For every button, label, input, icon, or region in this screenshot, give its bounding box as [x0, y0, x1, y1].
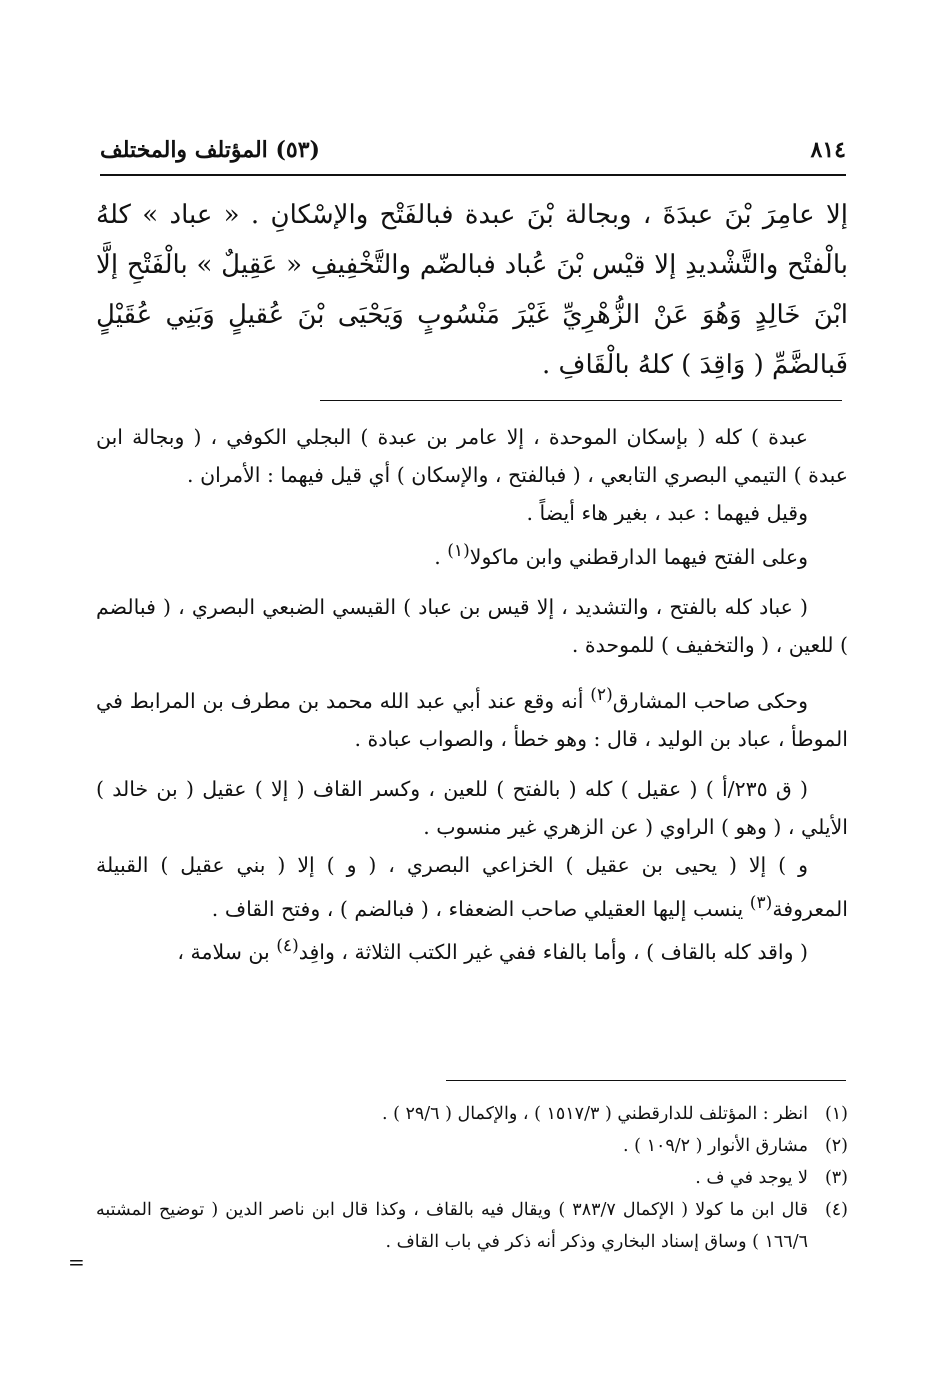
footnote-number: (٤) [824, 1200, 848, 1220]
commentary-paragraph [96, 846, 848, 928]
footnote-divider [446, 1080, 846, 1081]
page-header [100, 130, 846, 170]
commentary-paragraph: وقيل فيهما : عبد ، بغير هاء أيضاً . [526, 501, 808, 525]
footnote-text: لا يوجد في ف . [695, 1168, 808, 1188]
matn-divider [320, 400, 842, 401]
footnote [96, 1162, 848, 1194]
footnote [96, 1130, 848, 1162]
commentary-paragraph [96, 532, 848, 576]
footnote-number: (٣) [824, 1168, 848, 1188]
commentary-paragraph: عبدة ) كله ( بإسكان الموحدة ، إلا عامر بن عبدة ) البجلي الكوفي ، ( وبجالة ابن عبدة ) التيمي البصري التابعي ، ( فبالفتح ، والإسكان ) أي قيل فيهما : الأمران . [96, 425, 848, 487]
commentary-text: وعلى الفتح فيهما الدارقطني وابن ماكولا [469, 544, 808, 569]
commentary-paragraph [96, 676, 848, 758]
commentary-text: ( واقد كله بالقاف ) ، وأما بالفاء ففي غير الكتب الثلاثة ، وافِد [298, 940, 808, 965]
footnote-text: انظر : المؤتلف للدارقطني ( ١٥١٧/٣ ) ، والإكمال ( ٢٩/٦ ) . [381, 1104, 808, 1124]
commentary-text: و ) إلا ( يحيى بن عقيل ) الخزاعي البصري ، ( و ) إلا ( بني عقيل ) القبيلة المعروفة [96, 852, 848, 921]
footnote-ref: (٣) [749, 892, 773, 913]
footnote [96, 1194, 848, 1258]
commentary-text: أنه وقع عند أبي عبد الله محمد بن مطرف بن المرابط في الموطأ ، عباد بن الوليد ، قال : وهو خطأ ، والصواب عبادة . [96, 688, 848, 751]
commentary-text: . [434, 544, 448, 569]
commentary-text: ينسب إليها العقيلي صاحب الضعفاء ، ( فبالضم ) ، وفتح القاف . [211, 896, 750, 921]
footnote [96, 1098, 848, 1130]
commentary-paragraph: ( ق ٢٣٥/أ ) ( عقيل ) كله ( بالفتح ) للعين ، وكسر القاف ( إلا ) عقيل ( بن خالد ) الأيلي ، ( وهو ) الراوي ( عن الزهري غير منسوب . [96, 776, 848, 839]
commentary-text: وحكى صاحب المشارق [612, 688, 808, 713]
commentary [96, 418, 848, 971]
commentary-text: بن سلامة ، [177, 940, 277, 965]
footnote-ref: (٤) [276, 936, 299, 957]
page-number: ٨١٤ [810, 137, 846, 163]
chapter-title: (٥٣) المؤتلف والمختلف [100, 137, 320, 163]
footnotes [96, 1098, 848, 1258]
commentary-paragraph [96, 927, 848, 971]
footnote-number: (٢) [824, 1136, 848, 1156]
footnote-ref: (١) [447, 541, 470, 561]
footnote-text: مشارق الأنوار ( ١٠٩/٢ ) . [623, 1136, 808, 1156]
footnote-number: (١) [824, 1104, 848, 1124]
footnote-text: قال ابن ما كولا ( الإكمال ٣٨٣/٧ ) ويقال فيه بالقاف ، وكذا قال ابن ناصر الدين ( توضيح المشتبه ١٦٦/٦ ) وساق إسناد البخاري وذكر أنه ذكر في باب القاف . [96, 1200, 808, 1252]
matn-text: إلا عامِرَ بْنَ عبدَةَ ، وبجالة بْنَ عبدة فبالفَتْح والإسْكانِ . « عباد » كلهُ بالْفتْح والتَّشْديدِ إلا قيْس بْنَ عُباد فبالضّم والتَّخْفِيفِ « عَقِيلٌ » بالْفَتْحِ إلَّا ابْنَ خَالِدٍ وَهُوَ عَنْ الزُّهْرِيِّ غَيْرَ مَنْسُوبٍ وَيَحْيَى بْنَ عُقيلٍ وَبَنِي عُقَيْلٍ فَبالضَّمِّ ( وَاقِدَ ) كلهُ بالْقَافِ . [96, 200, 849, 380]
header-rule [100, 174, 846, 176]
continuation-mark: = [68, 1250, 85, 1274]
commentary-paragraph: ( عباد كله بالفتح ، والتشديد ، إلا قيس بن عباد ) القيسي الضبعي البصري ، ( فبالضم ) للعين ، ( والتخفيف ) للموحدة . [96, 594, 848, 657]
footnote-ref: (٢) [590, 684, 613, 705]
